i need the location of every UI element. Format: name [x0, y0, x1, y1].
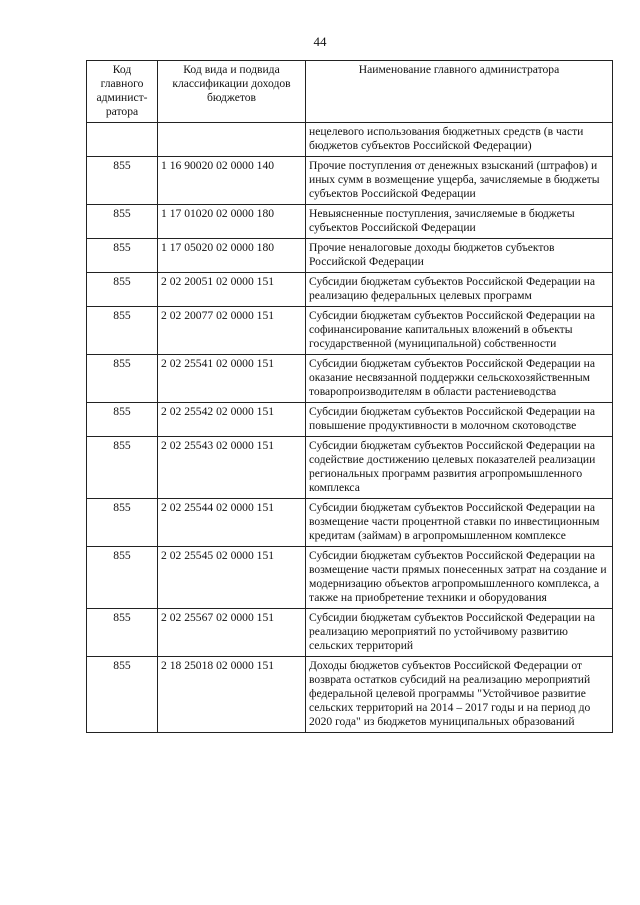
admin-name-cell: нецелевого использования бюджетных средств (в части бюджетов субъектов Российской Федерации) [306, 123, 613, 157]
classification-code-cell: 1 17 05020 02 0000 180 [158, 239, 306, 273]
admin-code-cell [87, 123, 158, 157]
admin-name-cell: Субсидии бюджетам субъектов Российской Федерации на оказание несвязанной поддержки сельскохозяйственным товаропроизводителям в области растениеводства [306, 355, 613, 403]
classification-code-cell [158, 123, 306, 157]
admin-code-cell: 855 [87, 205, 158, 239]
admin-code-cell: 855 [87, 657, 158, 733]
classification-code-cell: 2 02 25567 02 0000 151 [158, 609, 306, 657]
table-row [87, 273, 613, 307]
classification-code-cell: 2 02 25543 02 0000 151 [158, 437, 306, 499]
classification-code-cell: 1 16 90020 02 0000 140 [158, 157, 306, 205]
classification-code-cell: 2 02 25545 02 0000 151 [158, 547, 306, 609]
admin-code-cell: 855 [87, 499, 158, 547]
header-admin-code: Код главного админист-ратора [87, 61, 158, 123]
table-header-row [87, 61, 613, 123]
admin-name-cell: Субсидии бюджетам субъектов Российской Федерации на софинансирование капитальных вложений в объекты государственной (муниципальной) собственности [306, 307, 613, 355]
classification-code-cell: 2 02 20077 02 0000 151 [158, 307, 306, 355]
classification-code-cell: 2 02 25542 02 0000 151 [158, 403, 306, 437]
admin-code-cell: 855 [87, 157, 158, 205]
classification-code-cell: 1 17 01020 02 0000 180 [158, 205, 306, 239]
classification-code-cell: 2 18 25018 02 0000 151 [158, 657, 306, 733]
admin-name-cell: Доходы бюджетов субъектов Российской Федерации от возврата остатков субсидий на реализацию мероприятий федеральной целевой программы "Устойчивое развитие сельских территорий на 2014 – 2017 годы и на период до 2020 года" из бюджетов муниципальных образований [306, 657, 613, 733]
table-row [87, 239, 613, 273]
header-classification-code: Код вида и подвида классификации доходов бюджетов [158, 61, 306, 123]
admin-name-cell: Субсидии бюджетам субъектов Российской Федерации на повышение продуктивности в молочном скотоводстве [306, 403, 613, 437]
classification-code-cell: 2 02 25541 02 0000 151 [158, 355, 306, 403]
table-row [87, 547, 613, 609]
table-row [87, 355, 613, 403]
admin-name-cell: Субсидии бюджетам субъектов Российской Федерации на реализацию мероприятий по устойчивому развитию сельских территорий [306, 609, 613, 657]
table-row [87, 657, 613, 733]
classification-code-cell: 2 02 25544 02 0000 151 [158, 499, 306, 547]
admin-code-cell: 855 [87, 273, 158, 307]
table-row [87, 499, 613, 547]
budget-revenue-table [86, 60, 613, 733]
admin-code-cell: 855 [87, 239, 158, 273]
admin-code-cell: 855 [87, 609, 158, 657]
table-row [87, 609, 613, 657]
admin-code-cell: 855 [87, 355, 158, 403]
admin-name-cell: Субсидии бюджетам субъектов Российской Федерации на возмещение части процентной ставки по инвестиционным кредитам (займам) в агропромышленном комплексе [306, 499, 613, 547]
admin-code-cell: 855 [87, 437, 158, 499]
table-row [87, 157, 613, 205]
table-row [87, 123, 613, 157]
admin-name-cell: Прочие неналоговые доходы бюджетов субъектов Российской Федерации [306, 239, 613, 273]
page-number: 44 [313, 34, 327, 49]
admin-code-cell: 855 [87, 307, 158, 355]
table-row [87, 403, 613, 437]
table-row [87, 437, 613, 499]
admin-name-cell: Невыясненные поступления, зачисляемые в бюджеты субъектов Российской Федерации [306, 205, 613, 239]
table-row [87, 205, 613, 239]
table-row [87, 307, 613, 355]
admin-name-cell: Субсидии бюджетам субъектов Российской Федерации на возмещение части прямых понесенных затрат на создание и модернизацию объектов агропромышленного комплекса, а также на приобретение техники и оборудования [306, 547, 613, 609]
admin-code-cell: 855 [87, 403, 158, 437]
admin-code-cell: 855 [87, 547, 158, 609]
admin-name-cell: Субсидии бюджетам субъектов Российской Федерации на реализацию федеральных целевых программ [306, 273, 613, 307]
admin-name-cell: Субсидии бюджетам субъектов Российской Федерации на содействие достижению целевых показателей реализации региональных программ развития агропромышленного комплекса [306, 437, 613, 499]
classification-code-cell: 2 02 20051 02 0000 151 [158, 273, 306, 307]
header-admin-name: Наименование главного администратора [306, 61, 613, 123]
admin-name-cell: Прочие поступления от денежных взысканий (штрафов) и иных сумм в возмещение ущерба, зачисляемые в бюджеты субъектов Российской Федерации [306, 157, 613, 205]
